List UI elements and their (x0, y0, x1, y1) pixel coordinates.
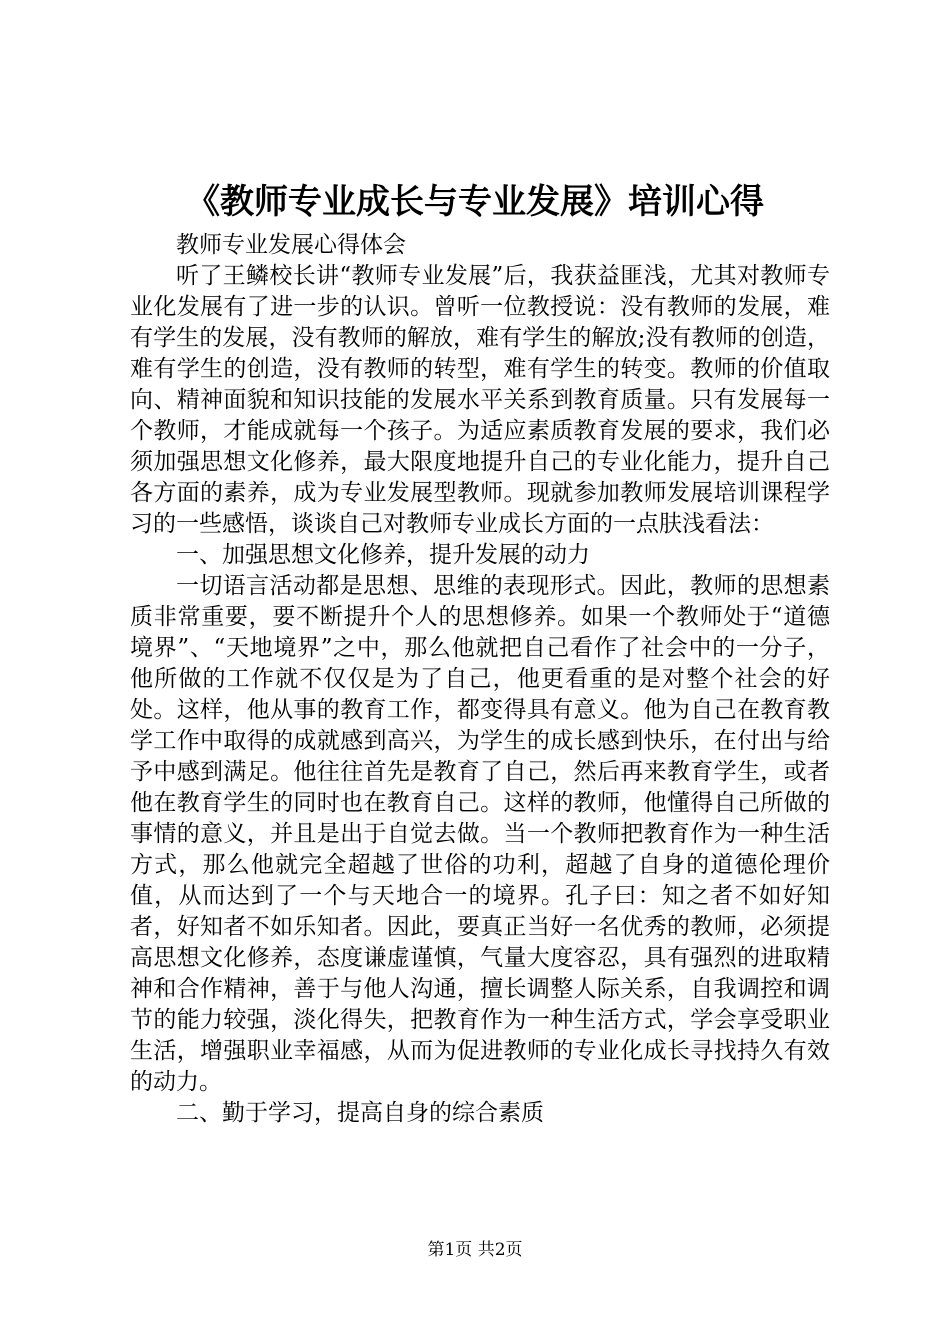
paragraph-intro: 听了王鳞校长讲“教师专业发展”后，我获益匪浅，尤其对教师专业化发展有了进一步的认识。曾听一位教授说：没有教师的发展，难有学生的发展，没有教师的解放，难有学生的解放;没有教师的创造，难有学生的创造，没有教师的转型，难有学生的转变。教师的价值取向、精神面貌和知识技能的发展水平关系到教育质量。只有发展每一个教师，才能成就每一个孩子。为适应素质教育发展的要求，我们必须加强思想文化修养，最大限度地提升自己的专业化能力，提升自己各方面的素养，成为专业发展型教师。现就参加教师发展培训课程学习的一些感悟，谈谈自己对教师专业成长方面的一点肤浅看法： (130, 263, 830, 537)
section-heading-2: 二、勤于学习，提高自身的综合素质 (176, 1100, 544, 1126)
paragraph-subtitle: 教师专业发展心得体会 (176, 232, 406, 258)
section-heading-1: 一、加强思想文化修养，提升发展的动力 (176, 542, 590, 568)
document-body (130, 230, 830, 1129)
paragraph-section-1: 一切语言活动都是思想、思维的表现形式。因此，教师的思想素质非常重要，要不断提升个人的思想修养。如果一个教师处于“道德境界”、“天地境界”之中，那么他就把自己看作了社会中的一分子，他所做的工作就不仅仅是为了自己，他更看重的是对整个社会的好处。这样，他从事的教育工作，都变得具有意义。他为自己在教育教学工作中取得的成就感到高兴，为学生的成长感到快乐，在付出与给予中感到满足。他往往首先是教育了自己，然后再来教育学生，或者他在教育学生的同时也在教育自己。这样的教师，他懂得自己所做的事情的意义，并且是出于自觉去做。当一个教师把教育作为一种生活方式，那么他就完全超越了世俗的功利，超越了自身的道德伦理价值，从而达到了一个与天地合一的境界。孔子曰：知之者不如好知者，好知者不如乐知者。因此，要真正当好一名优秀的教师，必须提高思想文化修养，态度谦虚谨慎，气量大度容忍，具有强烈的进取精神和合作精神，善于与他人沟通，擅长调整人际关系，自我调控和调节的能力较强，淡化得失，把教育作为一种生活方式，学会享受职业生活，增强职业幸福感，从而为促进教师的专业化成长寻找持久有效的动力。 (130, 573, 830, 1095)
document-title: 《教师专业成长与专业发展》培训心得 (186, 182, 764, 222)
page-number-footer: 第1页 共2页 (427, 1240, 523, 1260)
